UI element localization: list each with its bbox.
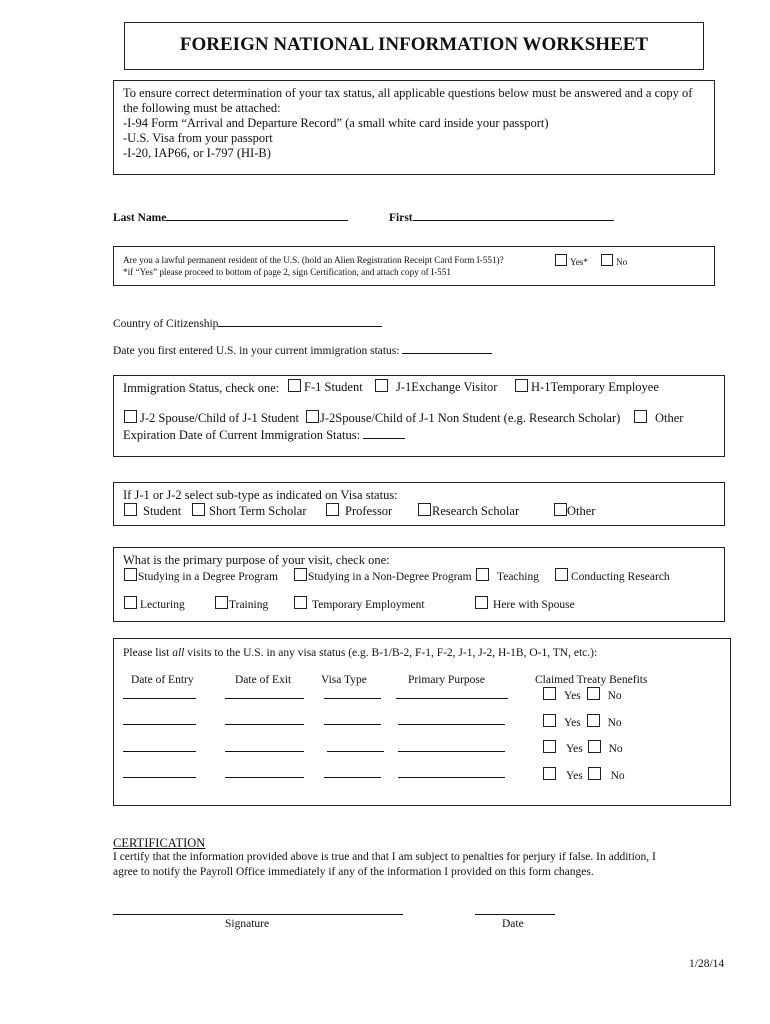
purpose-temp-employment-checkbox[interactable] [294,596,307,609]
f1-checkbox[interactable] [288,379,301,392]
treaty-no-checkbox[interactable] [587,687,600,700]
entry-date-row [113,342,492,357]
first-name-label: First [389,212,413,224]
subtype-lead: If J-1 or J-2 select sub-type as indicated on Visa status: [123,488,398,502]
visits-lead-pre: Please list [123,647,173,659]
last-name-row [113,209,348,224]
purpose-non-degree-option [294,568,472,583]
subtype-other-checkbox[interactable] [554,503,567,516]
subtype-professor-option [326,503,392,519]
date-label: Date [502,918,524,930]
instruction-line: the following must be attached: [123,101,281,115]
permanent-resident-text [123,254,713,278]
subtype-other-label: Other [567,504,596,518]
subtype-short-term-option [192,503,307,519]
treaty-yes-label: Yes [564,690,581,702]
visit-treaty-options [543,687,622,702]
subtype-student-checkbox[interactable] [124,503,137,516]
subtype-short-term-label: Short Term Scholar [209,504,307,518]
visit-purpose-field[interactable] [396,698,508,699]
treaty-no-label: No [610,770,625,782]
visit-exit-field[interactable] [225,751,304,752]
treaty-yes-label: Yes [564,717,581,729]
purpose-training-label: Training [229,599,269,611]
visit-exit-field[interactable] [225,777,304,778]
h1-checkbox[interactable] [515,379,528,392]
col-visa-type: Visa Type [321,674,367,686]
certification-heading: CERTIFICATION [113,836,206,850]
purpose-lecturing-label: Lecturing [140,599,185,611]
expiration-field[interactable] [363,427,405,439]
purpose-spouse-checkbox[interactable] [475,596,488,609]
first-name-row [389,209,614,224]
resident-yes-checkbox[interactable] [555,254,567,266]
expiration-row [123,427,405,443]
visits-box [113,638,731,806]
certification-text [113,850,656,880]
purpose-lecturing-checkbox[interactable] [124,596,137,609]
citizenship-row [113,315,382,330]
col-date-of-exit: Date of Exit [235,674,292,686]
resident-note: *if “Yes” please proceed to bottom of page 2, sign Certification, and attach copy of I-551 [123,267,451,277]
treaty-no-checkbox[interactable] [588,740,601,753]
purpose-temp-employment-label: Temporary Employment [312,599,425,611]
visit-entry-field[interactable] [123,777,196,778]
visit-entry-field[interactable] [123,698,196,699]
treaty-no-checkbox[interactable] [587,714,600,727]
expiration-label: Expiration Date of Current Immigration Status: [123,428,361,442]
j2-non-student-checkbox[interactable] [306,410,319,423]
visit-visa-field[interactable] [324,777,381,778]
instruction-line: To ensure correct determination of your tax status, all applicable questions below must be answered and a copy of [123,86,693,100]
country-of-citizenship-field[interactable] [218,315,382,327]
subtype-short-term-checkbox[interactable] [192,503,205,516]
j2-student-checkbox[interactable] [124,410,137,423]
treaty-yes-label: Yes [566,743,583,755]
immigration-lead: Immigration Status, check one: [123,381,280,395]
visit-purpose-field[interactable] [398,751,505,752]
purpose-lead: What is the primary purpose of your visit, check one: [123,553,390,567]
purpose-spouse-option [475,596,575,611]
visit-visa-field[interactable] [324,724,381,725]
subtype-student-option [124,503,181,519]
j2-student-label: J-2 Spouse/Child of J-1 Student [140,411,300,425]
purpose-lecturing-option [124,596,185,611]
treaty-no-label: No [607,690,622,702]
certification-line: I certify that the information provided above is true and that I am subject to penalties for perjury if false. In addition, I [113,851,656,863]
f1-option [288,379,363,395]
subtype-professor-checkbox[interactable] [326,503,339,516]
instructions-text [123,86,713,161]
page-title: FOREIGN NATIONAL INFORMATION WORKSHEET [124,22,704,70]
purpose-degree-option [124,568,278,583]
purpose-non-degree-checkbox[interactable] [294,568,307,581]
j2-student-option [124,410,299,426]
instruction-line: -I-20, IAP66, or I-797 (HI-B) [123,146,271,160]
last-name-field[interactable] [166,209,348,221]
purpose-research-option [555,568,670,583]
purpose-degree-checkbox[interactable] [124,568,137,581]
instruction-line: -U.S. Visa from your passport [123,131,273,145]
visit-entry-field[interactable] [123,751,196,752]
col-primary-purpose: Primary Purpose [408,674,485,686]
subtype-other-option [554,503,595,519]
last-name-label: Last Name [113,212,167,224]
revision-date: 1/28/14 [689,958,725,970]
treaty-yes-checkbox[interactable] [543,714,556,727]
subtype-student-label: Student [143,504,182,518]
entry-date-field[interactable] [402,342,492,354]
visit-visa-field[interactable] [324,698,381,699]
visit-purpose-field[interactable] [398,777,505,778]
country-of-citizenship-label: Country of Citizenship [113,318,219,330]
resident-question: Are you a lawful permanent resident of the U.S. (hold an Alien Registration Receipt Card Form I-551)? [123,255,504,265]
instruction-line: -I-94 Form “Arrival and Departure Record” (a small white card inside your passport) [123,116,549,130]
resident-yes-label: Yes* [570,257,588,267]
resident-no-checkbox[interactable] [601,254,613,266]
visit-purpose-field[interactable] [398,724,505,725]
visit-visa-field[interactable] [327,751,384,752]
subtype-research-label: Research Scholar [432,504,520,518]
visit-exit-field[interactable] [225,724,304,725]
h1-option [515,379,659,395]
resident-no-label: No [616,257,628,267]
treaty-no-label: No [607,717,622,729]
date-field[interactable] [475,914,555,915]
j1-checkbox[interactable] [375,379,388,392]
subtype-professor-label: Professor [345,504,393,518]
subtype-research-checkbox[interactable] [418,503,431,516]
entry-date-label: Date you first entered U.S. in your current immigration status: [113,345,400,357]
signature-field[interactable] [113,914,403,915]
visit-treaty-options [543,740,623,755]
certification-line: agree to notify the Payroll Office immediately if any of the information I provided on this form changes. [113,866,594,878]
visit-treaty-options [543,714,622,729]
signature-label: Signature [225,918,270,930]
j2-non-student-option [306,410,620,426]
purpose-spouse-label: Here with Spouse [493,599,575,611]
f1-label: F-1 Student [304,380,363,394]
visits-lead [123,647,597,659]
visits-lead-emphasis: all [172,647,185,659]
purpose-training-checkbox[interactable] [215,596,228,609]
col-claimed-treaty-benefits: Claimed Treaty Benefits [535,674,648,686]
treaty-no-checkbox[interactable] [588,767,601,780]
j1-option [375,379,497,395]
purpose-teaching-label: Teaching [497,571,539,583]
immigration-row-1 [123,381,279,396]
purpose-temp-employment-option [294,596,425,611]
other-status-option [634,410,683,426]
purpose-teaching-checkbox[interactable] [476,568,489,581]
purpose-training-option [215,596,268,611]
treaty-yes-checkbox[interactable] [543,687,556,700]
visit-entry-field[interactable] [123,724,196,725]
first-name-field[interactable] [413,209,614,221]
treaty-yes-checkbox[interactable] [543,767,556,780]
j1-label: J-1Exchange Visitor [396,380,498,394]
treaty-yes-label: Yes [566,770,583,782]
other-status-checkbox[interactable] [634,410,647,423]
purpose-non-degree-label: Studying in a Non-Degree Program [308,571,472,583]
h1-label: H-1Temporary Employee [531,380,659,394]
j2-non-student-label: J-2Spouse/Child of J-1 Non Student (e.g. Research Scholar) [320,411,621,425]
visits-lead-post: visits to the U.S. in any visa status (e.g. B-1/B-2, F-1, F-2, J-1, J-2, H-1B, O-1, TN, etc.): [184,647,598,659]
purpose-teaching-option [476,568,539,583]
subtype-research-option [418,503,519,519]
purpose-degree-label: Studying in a Degree Program [138,571,278,583]
visit-treaty-options [543,767,625,782]
visit-exit-field[interactable] [225,698,304,699]
purpose-research-checkbox[interactable] [555,568,568,581]
treaty-yes-checkbox[interactable] [543,740,556,753]
treaty-no-label: No [608,743,623,755]
other-status-label: Other [655,411,684,425]
purpose-research-label: Conducting Research [571,571,670,583]
col-date-of-entry: Date of Entry [131,674,194,686]
